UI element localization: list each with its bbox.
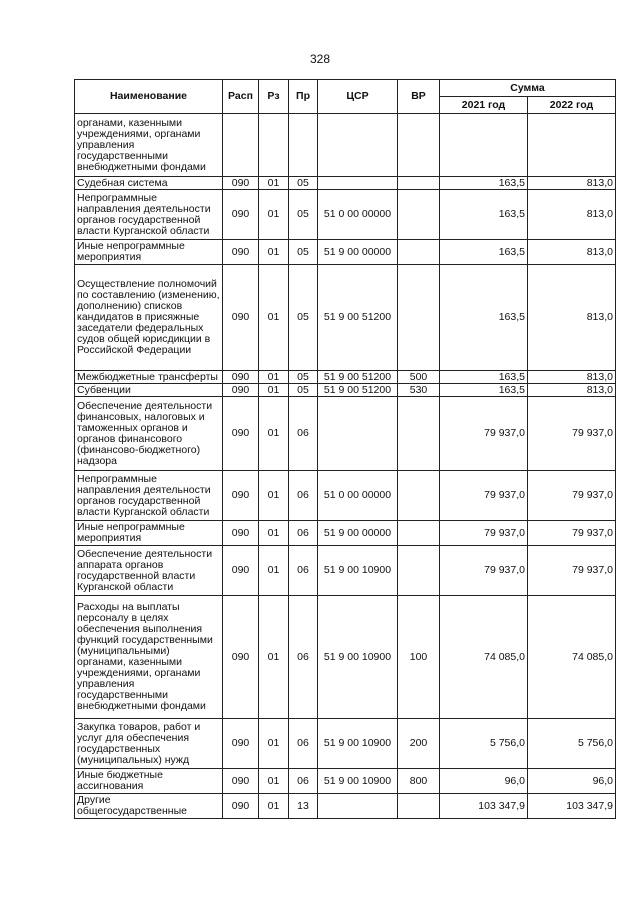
rasp-cell [223, 114, 259, 177]
pr-cell: 06 [289, 521, 318, 546]
row-name-cell: Закупка товаров, работ и услуг для обеспечения государственных (муниципальных) нужд [75, 719, 223, 769]
table-row [75, 546, 616, 596]
table-row [75, 471, 616, 521]
table-row [75, 371, 616, 384]
rz-cell: 01 [259, 546, 289, 596]
header-name: Наименование [75, 80, 223, 114]
sum-2022-cell [528, 114, 616, 177]
rasp-cell: 090 [223, 596, 259, 719]
sum-2022-cell: 813,0 [528, 384, 616, 397]
csr-cell [318, 397, 398, 471]
sum-2022-cell: 74 085,0 [528, 596, 616, 719]
sum-2021-cell: 163,5 [440, 371, 528, 384]
sum-2021-cell [440, 114, 528, 177]
csr-cell: 51 9 00 10900 [318, 546, 398, 596]
sum-2022-cell: 103 347,9 [528, 794, 616, 819]
rz-cell: 01 [259, 596, 289, 719]
header-pr: Пр [289, 80, 318, 114]
csr-cell: 51 9 00 51200 [318, 371, 398, 384]
header-year-2021: 2021 год [440, 97, 528, 114]
pr-cell: 06 [289, 769, 318, 794]
sum-2022-cell: 79 937,0 [528, 546, 616, 596]
rz-cell: 01 [259, 240, 289, 265]
sum-2021-cell: 79 937,0 [440, 521, 528, 546]
row-name-cell: Расходы на выплаты персоналу в целях обеспечения выполнения функций государственными (муниципальными) органами, казенными учреждениями, органами управления государственными внебюджетными фондами [75, 596, 223, 719]
table-row [75, 794, 616, 819]
header-vr: ВР [398, 80, 440, 114]
sum-2021-cell: 79 937,0 [440, 397, 528, 471]
rz-cell: 01 [259, 794, 289, 819]
pr-cell: 05 [289, 177, 318, 190]
vr-cell: 500 [398, 371, 440, 384]
csr-cell [318, 114, 398, 177]
sum-2022-cell: 813,0 [528, 240, 616, 265]
budget-table [74, 79, 616, 819]
sum-2022-cell: 813,0 [528, 190, 616, 240]
table-row [75, 521, 616, 546]
row-name-cell: Другие общегосударственные [75, 794, 223, 819]
header-rasp: Расп [223, 80, 259, 114]
rz-cell: 01 [259, 265, 289, 371]
rz-cell: 01 [259, 769, 289, 794]
rz-cell: 01 [259, 190, 289, 240]
rasp-cell: 090 [223, 546, 259, 596]
rasp-cell: 090 [223, 190, 259, 240]
rasp-cell: 090 [223, 265, 259, 371]
table-row [75, 114, 616, 177]
row-name-cell: Обеспечение деятельности аппарата органов государственной власти Курганской области [75, 546, 223, 596]
sum-2022-cell: 5 756,0 [528, 719, 616, 769]
table-row [75, 384, 616, 397]
rasp-cell: 090 [223, 521, 259, 546]
pr-cell: 05 [289, 190, 318, 240]
table-body [75, 114, 616, 819]
sum-2021-cell: 96,0 [440, 769, 528, 794]
sum-2021-cell: 163,5 [440, 384, 528, 397]
row-name-cell: Межбюджетные трансферты [75, 371, 223, 384]
header-year-2022: 2022 год [528, 97, 616, 114]
table-row [75, 769, 616, 794]
rasp-cell: 090 [223, 384, 259, 397]
sum-2022-cell: 813,0 [528, 177, 616, 190]
rz-cell [259, 114, 289, 177]
csr-cell: 51 0 00 00000 [318, 471, 398, 521]
pr-cell: 06 [289, 596, 318, 719]
header-rz: Рз [259, 80, 289, 114]
csr-cell: 51 9 00 10900 [318, 596, 398, 719]
vr-cell [398, 397, 440, 471]
vr-cell [398, 794, 440, 819]
rasp-cell: 090 [223, 240, 259, 265]
csr-cell: 51 9 00 00000 [318, 521, 398, 546]
row-name-cell: Судебная система [75, 177, 223, 190]
header-sum: Сумма [440, 80, 616, 97]
sum-2021-cell: 163,5 [440, 190, 528, 240]
rasp-cell: 090 [223, 794, 259, 819]
sum-2021-cell: 163,5 [440, 177, 528, 190]
sum-2021-cell: 74 085,0 [440, 596, 528, 719]
rasp-cell: 090 [223, 397, 259, 471]
sum-2021-cell: 163,5 [440, 240, 528, 265]
pr-cell: 06 [289, 546, 318, 596]
csr-cell: 51 9 00 51200 [318, 265, 398, 371]
vr-cell [398, 177, 440, 190]
rz-cell: 01 [259, 397, 289, 471]
pr-cell: 05 [289, 240, 318, 265]
pr-cell [289, 114, 318, 177]
pr-cell: 05 [289, 384, 318, 397]
row-name-cell: Иные непрограммные мероприятия [75, 521, 223, 546]
vr-cell [398, 521, 440, 546]
table-row [75, 240, 616, 265]
sum-2022-cell: 79 937,0 [528, 471, 616, 521]
table-row [75, 397, 616, 471]
sum-2021-cell: 79 937,0 [440, 546, 528, 596]
sum-2021-cell: 103 347,9 [440, 794, 528, 819]
vr-cell: 100 [398, 596, 440, 719]
pr-cell: 05 [289, 265, 318, 371]
pr-cell: 06 [289, 471, 318, 521]
vr-cell [398, 546, 440, 596]
vr-cell: 200 [398, 719, 440, 769]
page-number: 328 [309, 52, 331, 66]
sum-2021-cell: 79 937,0 [440, 471, 528, 521]
pr-cell: 13 [289, 794, 318, 819]
csr-cell: 51 9 00 10900 [318, 719, 398, 769]
vr-cell: 800 [398, 769, 440, 794]
table-row [75, 190, 616, 240]
rasp-cell: 090 [223, 471, 259, 521]
vr-cell [398, 471, 440, 521]
pr-cell: 05 [289, 371, 318, 384]
csr-cell: 51 9 00 00000 [318, 240, 398, 265]
vr-cell [398, 265, 440, 371]
csr-cell: 51 9 00 51200 [318, 384, 398, 397]
table-row [75, 265, 616, 371]
vr-cell [398, 240, 440, 265]
rz-cell: 01 [259, 371, 289, 384]
row-name-cell: Иные непрограммные мероприятия [75, 240, 223, 265]
sum-2022-cell: 96,0 [528, 769, 616, 794]
row-name-cell: Иные бюджетные ассигнования [75, 769, 223, 794]
csr-cell [318, 177, 398, 190]
table-row [75, 719, 616, 769]
table-row [75, 596, 616, 719]
table-row [75, 177, 616, 190]
row-name-cell: Субвенции [75, 384, 223, 397]
sum-2022-cell: 813,0 [528, 265, 616, 371]
header-csr: ЦСР [318, 80, 398, 114]
csr-cell [318, 794, 398, 819]
pr-cell: 06 [289, 719, 318, 769]
rasp-cell: 090 [223, 719, 259, 769]
rz-cell: 01 [259, 719, 289, 769]
vr-cell: 530 [398, 384, 440, 397]
sum-2021-cell: 5 756,0 [440, 719, 528, 769]
vr-cell [398, 190, 440, 240]
row-name-cell: Обеспечение деятельности финансовых, налоговых и таможенных органов и органов финансового (финансово-бюджетного) надзора [75, 397, 223, 471]
rz-cell: 01 [259, 471, 289, 521]
rasp-cell: 090 [223, 371, 259, 384]
row-name-cell: Осуществление полномочий по составлению (изменению, дополнению) списков кандидатов в присяжные заседатели федеральных судов общей юрисдикции в Российской Федерации [75, 265, 223, 371]
rasp-cell: 090 [223, 177, 259, 190]
sum-2022-cell: 813,0 [528, 371, 616, 384]
rasp-cell: 090 [223, 769, 259, 794]
sum-2021-cell: 163,5 [440, 265, 528, 371]
csr-cell: 51 9 00 10900 [318, 769, 398, 794]
rz-cell: 01 [259, 521, 289, 546]
sum-2022-cell: 79 937,0 [528, 397, 616, 471]
pr-cell: 06 [289, 397, 318, 471]
rz-cell: 01 [259, 177, 289, 190]
rz-cell: 01 [259, 384, 289, 397]
sum-2022-cell: 79 937,0 [528, 521, 616, 546]
vr-cell [398, 114, 440, 177]
row-name-cell: Непрограммные направления деятельности органов государственной власти Курганской области [75, 190, 223, 240]
row-name-cell: Непрограммные направления деятельности органов государственной власти Курганской области [75, 471, 223, 521]
csr-cell: 51 0 00 00000 [318, 190, 398, 240]
row-name-cell: органами, казенными учреждениями, органами управления государственными внебюджетными фондами [75, 114, 223, 177]
